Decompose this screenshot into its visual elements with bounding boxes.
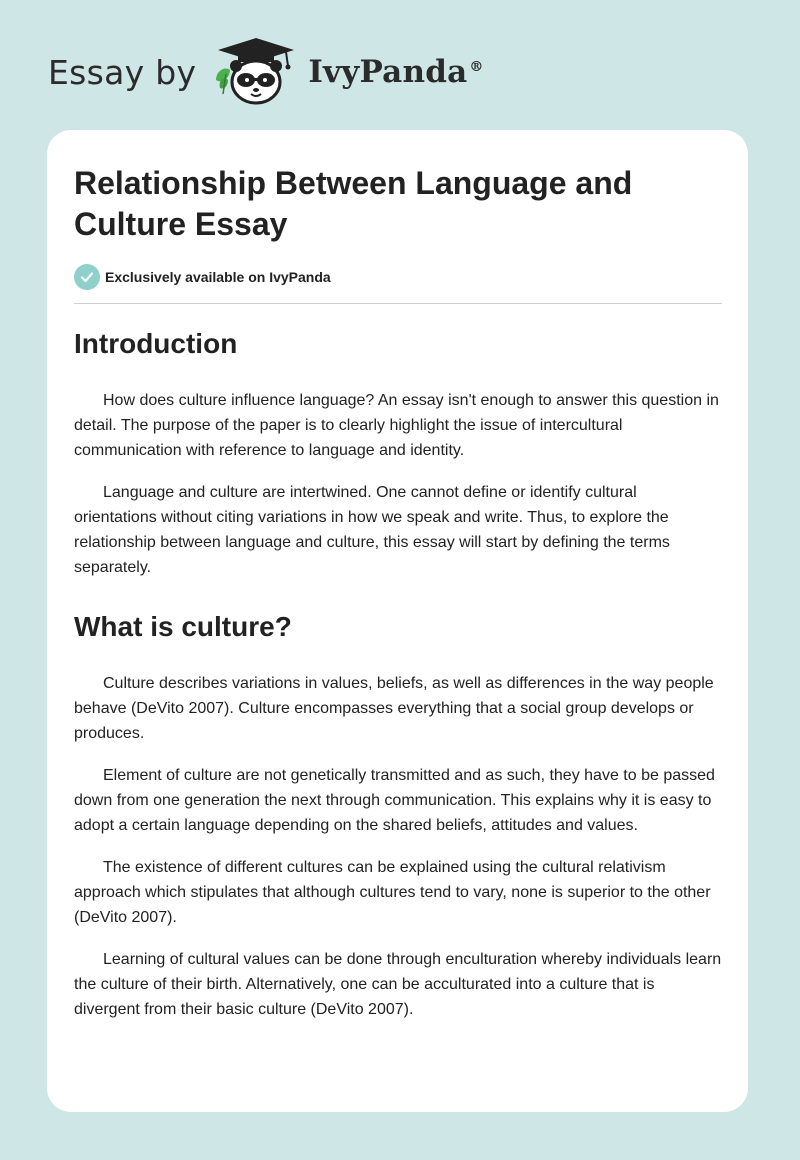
exclusive-badge (74, 264, 722, 290)
registered-mark: ® (469, 58, 484, 75)
badge-text: Exclusively available on IvyPanda (105, 269, 331, 285)
page-title: Relationship Between Language and Culture Essay (74, 165, 633, 242)
site-header (48, 36, 484, 108)
brand-text: IvyPanda (308, 54, 468, 90)
paragraph: Culture describes variations in values, beliefs, as well as differences in the way people behave (DeVito 2007). Culture encompasses everything that a social group develops or produces. (74, 675, 714, 742)
check-circle-icon (74, 264, 100, 290)
checkmark-icon (80, 270, 94, 284)
paragraph: Element of culture are not genetically transmitted and as such, they have to be passed down from one generation the next through communication. This explains why it is easy to adopt a certain language depending on the shared beliefs, attitudes and values. (74, 767, 715, 834)
panda-graduate-icon[interactable] (210, 36, 302, 108)
brand-name[interactable] (308, 54, 483, 90)
section-heading-what-is-culture: What is culture? (74, 611, 292, 642)
paragraph: The existence of different cultures can be explained using the cultural relativism approach which stipulates that although cultures tend to vary, none is superior to the other (DeVito 2007). (74, 859, 711, 926)
essay-by-label: Essay by (48, 52, 197, 92)
paragraph: How does culture influence language? An essay isn't enough to answer this question in detail. The purpose of the paper is to clearly highlight the issue of intercultural communication with reference to language and identity. (74, 392, 719, 459)
paragraph: Language and culture are intertwined. One cannot define or identify cultural orientations without citing variations in how we speak and write. Thus, to explore the relationship between language and culture, this essay will start by defining the terms separately. (74, 484, 670, 576)
section-heading-introduction: Introduction (74, 328, 238, 359)
divider (74, 303, 722, 304)
paragraph: Learning of cultural values can be done through enculturation whereby individuals learn the culture of their birth. Alternatively, one can be acculturated into a culture that is divergent from their basic culture (DeVito 2007). (74, 951, 722, 1018)
essay-card (47, 130, 748, 1112)
